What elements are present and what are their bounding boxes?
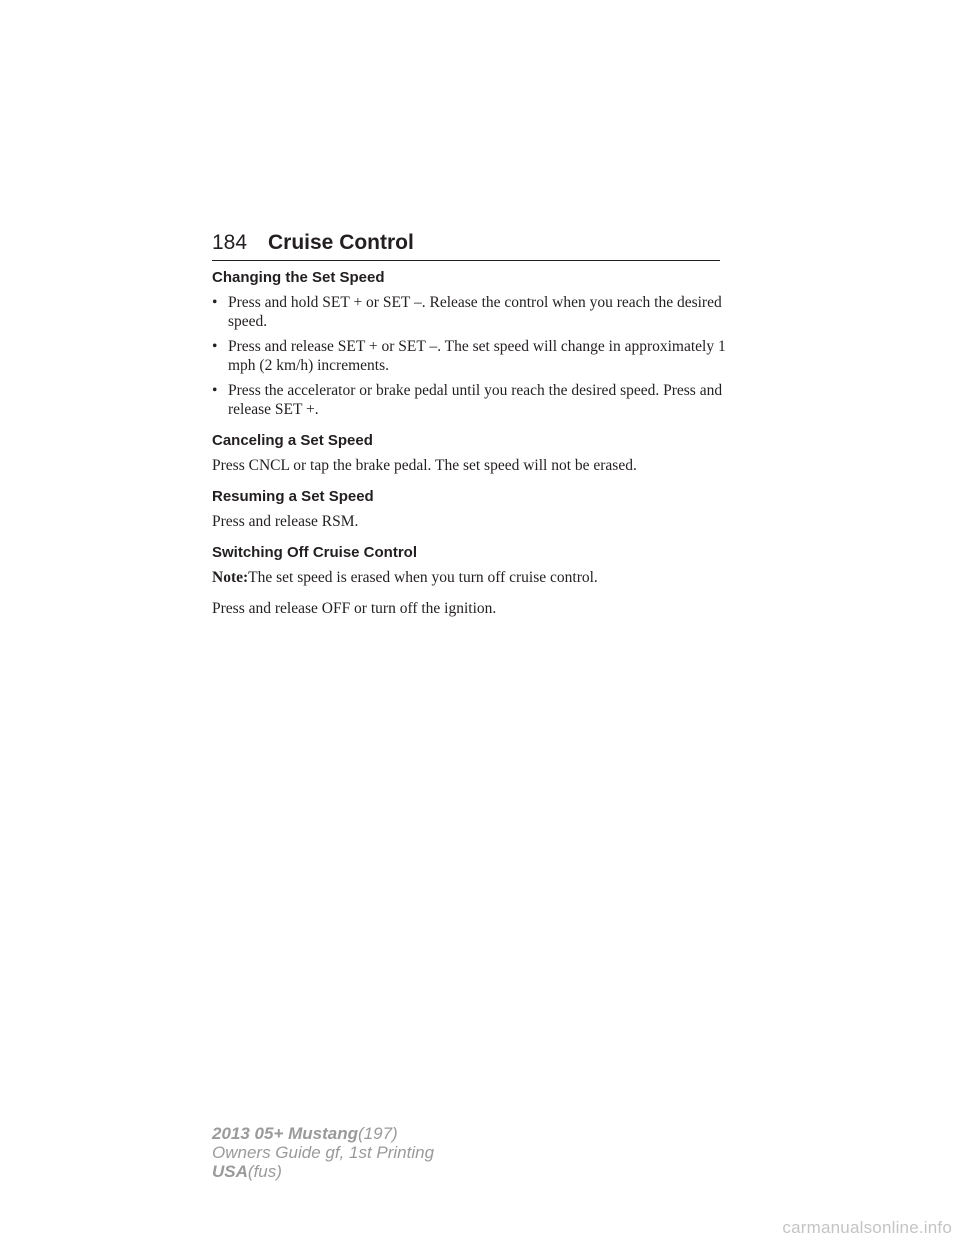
list-item-text: Press and hold SET + or SET –. Release the control when you reach the desired speed. [228,294,722,330]
resuming-paragraph: Press and release RSM. [212,513,359,530]
note-text: The set speed is erased when you turn off cruise control. [248,569,598,586]
section-heading-switching-off: Switching Off Cruise Control [212,544,417,561]
footer-line-guide: Owners Guide gf, 1st Printing [212,1143,435,1162]
page-header [212,228,720,261]
footer-model: 2013 05+ Mustang [212,1124,358,1143]
list-item [212,337,732,375]
chapter-title: Cruise Control [268,231,414,254]
switching-off-paragraph: Press and release OFF or turn off the ignition. [212,600,497,617]
page-content [212,268,732,630]
bullet-icon: • [212,338,218,355]
section-heading-canceling-set-speed: Canceling a Set Speed [212,432,373,449]
section-heading-changing-set-speed: Changing the Set Speed [212,269,385,286]
footer-line-market [212,1162,434,1181]
print-footer [212,1124,434,1181]
list-item [212,381,732,419]
footer-line-model [212,1124,434,1143]
footer-market: USA [212,1162,248,1181]
bullet-icon: • [212,382,218,399]
bullet-icon: • [212,294,218,311]
bullet-list-changing-set-speed [212,293,732,419]
list-item-text: Press the accelerator or brake pedal until you reach the desired speed. Press and release SET +. [228,382,723,418]
footer-market-code: (fus) [247,1162,282,1181]
canceling-paragraph: Press CNCL or tap the brake pedal. The set speed will not be erased. [212,457,637,474]
page-number: 184 [212,231,248,254]
list-item [212,293,732,331]
section-heading-resuming-set-speed: Resuming a Set Speed [212,488,374,505]
note-paragraph [212,568,732,587]
footer-page-code: (197) [358,1124,398,1143]
note-label: Note: [212,569,249,586]
list-item-text: Press and release SET + or SET –. The set speed will change in approximately 1 mph (2 km/h) increments. [228,338,726,374]
watermark: carmanualsonline.info [782,1218,952,1237]
